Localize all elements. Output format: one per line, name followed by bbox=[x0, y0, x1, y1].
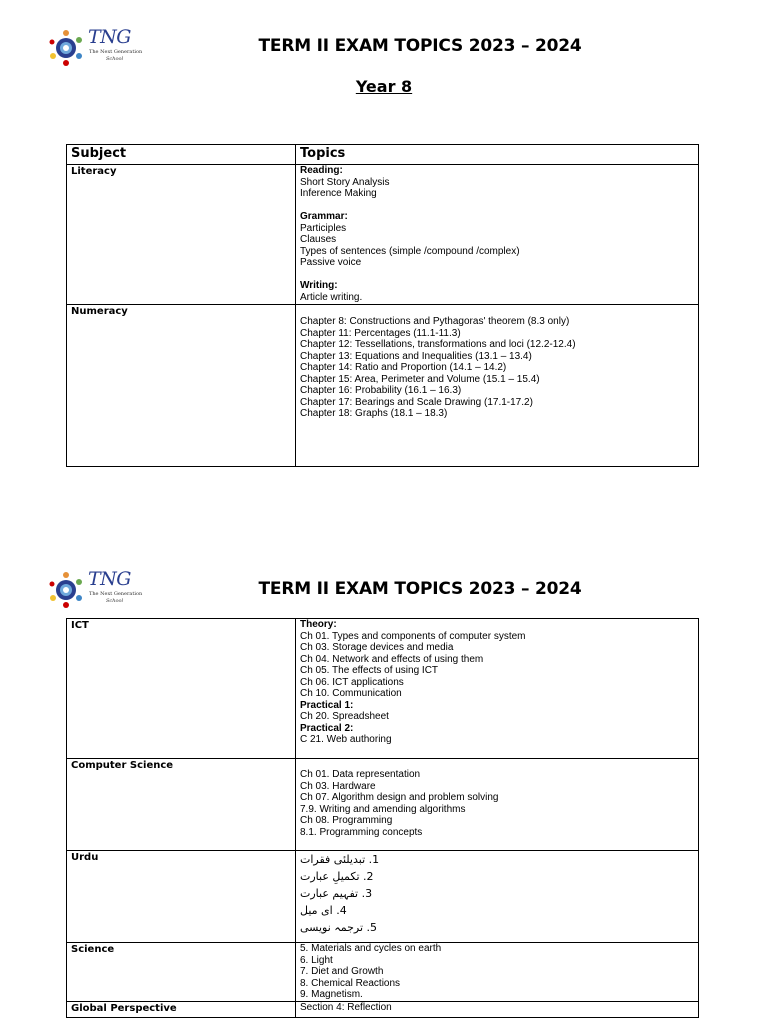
topic-line: Chapter 15: Area, Perimeter and Volume (15.1 – 15.4) bbox=[300, 373, 540, 385]
table-row bbox=[67, 1002, 699, 1018]
theory-label: Theory: bbox=[300, 619, 337, 630]
topic-line: 8.1. Programming concepts bbox=[300, 826, 423, 838]
topic-line: Chapter 13: Equations and Inequalities (13.1 – 13.4) bbox=[300, 350, 532, 362]
table-row bbox=[67, 851, 699, 943]
table-row bbox=[67, 759, 699, 851]
topic-line: Ch 10. Communication bbox=[300, 688, 402, 699]
subject-urdu: Urdu bbox=[67, 851, 296, 943]
topic-line: Short Story Analysis bbox=[300, 176, 390, 188]
logo-subtitle-2: School bbox=[106, 598, 124, 604]
page-title: TERM II EXAM TOPICS 2023 – 2024 bbox=[258, 36, 582, 56]
subject-global-perspective: Global Perspective bbox=[67, 1002, 296, 1018]
topic-line: Ch 03. Hardware bbox=[300, 780, 376, 792]
topic-line: Ch 06. ICT applications bbox=[300, 676, 404, 688]
subject-computer-science: Computer Science bbox=[67, 759, 296, 851]
urdu-topic-line: 3. تفہیم عبارت bbox=[300, 887, 373, 900]
header-subject: Subject bbox=[67, 145, 296, 165]
topic-line: Types of sentences (simple /compound /complex) bbox=[300, 245, 520, 257]
table-row bbox=[67, 943, 699, 1002]
topic-line: Article writing. bbox=[300, 291, 363, 303]
topic-line: Ch 01. Types and components of computer system bbox=[300, 630, 526, 642]
topics-urdu bbox=[296, 851, 699, 943]
grammar-label: Grammar: bbox=[300, 211, 348, 222]
topic-line: C 21. Web authoring bbox=[300, 734, 392, 745]
topics-table bbox=[66, 144, 699, 467]
table-row bbox=[67, 165, 699, 305]
reading-label: Reading: bbox=[300, 165, 343, 176]
topic-line: Chapter 12: Tessellations, transformations and loci (12.2-12.4) bbox=[300, 339, 576, 350]
urdu-topic-line: 2. تکمیلِ عبارت bbox=[300, 870, 374, 883]
page-2 bbox=[0, 560, 768, 1024]
urdu-topic-line: 1. تبدیلئی فقرات bbox=[300, 853, 380, 866]
table-row bbox=[67, 305, 699, 467]
topics-global-perspective bbox=[296, 1002, 699, 1018]
topic-line: Ch 04. Network and effects of using them bbox=[300, 653, 484, 665]
topic-line: Chapter 18: Graphs (18.1 – 18.3) bbox=[300, 408, 448, 419]
topic-line: Chapter 16: Probability (16.1 – 16.3) bbox=[300, 385, 462, 396]
logo-name: TNG bbox=[88, 26, 131, 48]
logo-subtitle: The Next Generation bbox=[89, 591, 143, 597]
topic-line: Chapter 14: Ratio and Proportion (14.1 – 14.2) bbox=[300, 362, 507, 373]
subject-science: Science bbox=[67, 943, 296, 1002]
topic-line: Ch 03. Storage devices and media bbox=[300, 642, 454, 653]
logo-subtitle: The Next Generation bbox=[89, 49, 143, 55]
header-topics: Topics bbox=[296, 145, 699, 165]
topic-line: 9. Magnetism. bbox=[300, 989, 363, 1000]
topics-computer-science bbox=[296, 759, 699, 851]
topic-line: Chapter 17: Bearings and Scale Drawing (17.1-17.2) bbox=[300, 396, 533, 408]
topic-line: 8. Chemical Reactions bbox=[300, 977, 401, 989]
topic-line: Chapter 11: Percentages (11.1-11.3) bbox=[300, 327, 461, 339]
topics-numeracy bbox=[296, 305, 699, 467]
practical-2-label: Practical 2: bbox=[300, 722, 354, 734]
writing-label: Writing: bbox=[300, 280, 338, 291]
urdu-topic-line: 4. ای میل bbox=[300, 904, 347, 917]
subject-literacy: Literacy bbox=[67, 165, 296, 305]
table-header-row bbox=[67, 145, 699, 165]
topic-line: 7.9. Writing and amending algorithms bbox=[300, 803, 466, 815]
page-subtitle: Year 8 bbox=[355, 77, 413, 96]
page-title: TERM II EXAM TOPICS 2023 – 2024 bbox=[258, 579, 582, 599]
topic-line: 7. Diet and Growth bbox=[300, 966, 384, 977]
topics-ict bbox=[296, 619, 699, 759]
logo-name: TNG bbox=[88, 568, 131, 590]
topic-line: Inference Making bbox=[300, 188, 377, 199]
topic-line: Ch 20. Spreadsheet bbox=[300, 711, 389, 722]
topic-line: 5. Materials and cycles on earth bbox=[300, 943, 442, 954]
subject-ict: ICT bbox=[67, 619, 296, 759]
topic-line: Ch 05. The effects of using ICT bbox=[300, 665, 439, 676]
topics-science bbox=[296, 943, 699, 1002]
table-row bbox=[67, 619, 699, 759]
topic-line: Ch 01. Data representation bbox=[300, 769, 421, 780]
topic-line: Section 4: Reflection bbox=[300, 1002, 392, 1013]
topic-line: Clauses bbox=[300, 234, 337, 245]
practical-1-label: Practical 1: bbox=[300, 699, 354, 711]
topic-line: Passive voice bbox=[300, 257, 362, 268]
topics-table bbox=[66, 618, 699, 1018]
logo-subtitle-2: School bbox=[106, 56, 124, 62]
topic-line: Ch 08. Programming bbox=[300, 815, 393, 826]
topics-literacy bbox=[296, 165, 699, 305]
subject-numeracy: Numeracy bbox=[67, 305, 296, 467]
topic-line: Participles bbox=[300, 222, 347, 234]
urdu-topic-line: 5. ترجمہ نویسی bbox=[300, 921, 378, 934]
topic-line: Ch 07. Algorithm design and problem solving bbox=[300, 792, 499, 803]
topic-line: 6. Light bbox=[300, 954, 333, 966]
topic-line: Chapter 8: Constructions and Pythagoras' theorem (8.3 only) bbox=[300, 316, 570, 327]
page-1 bbox=[0, 0, 768, 500]
